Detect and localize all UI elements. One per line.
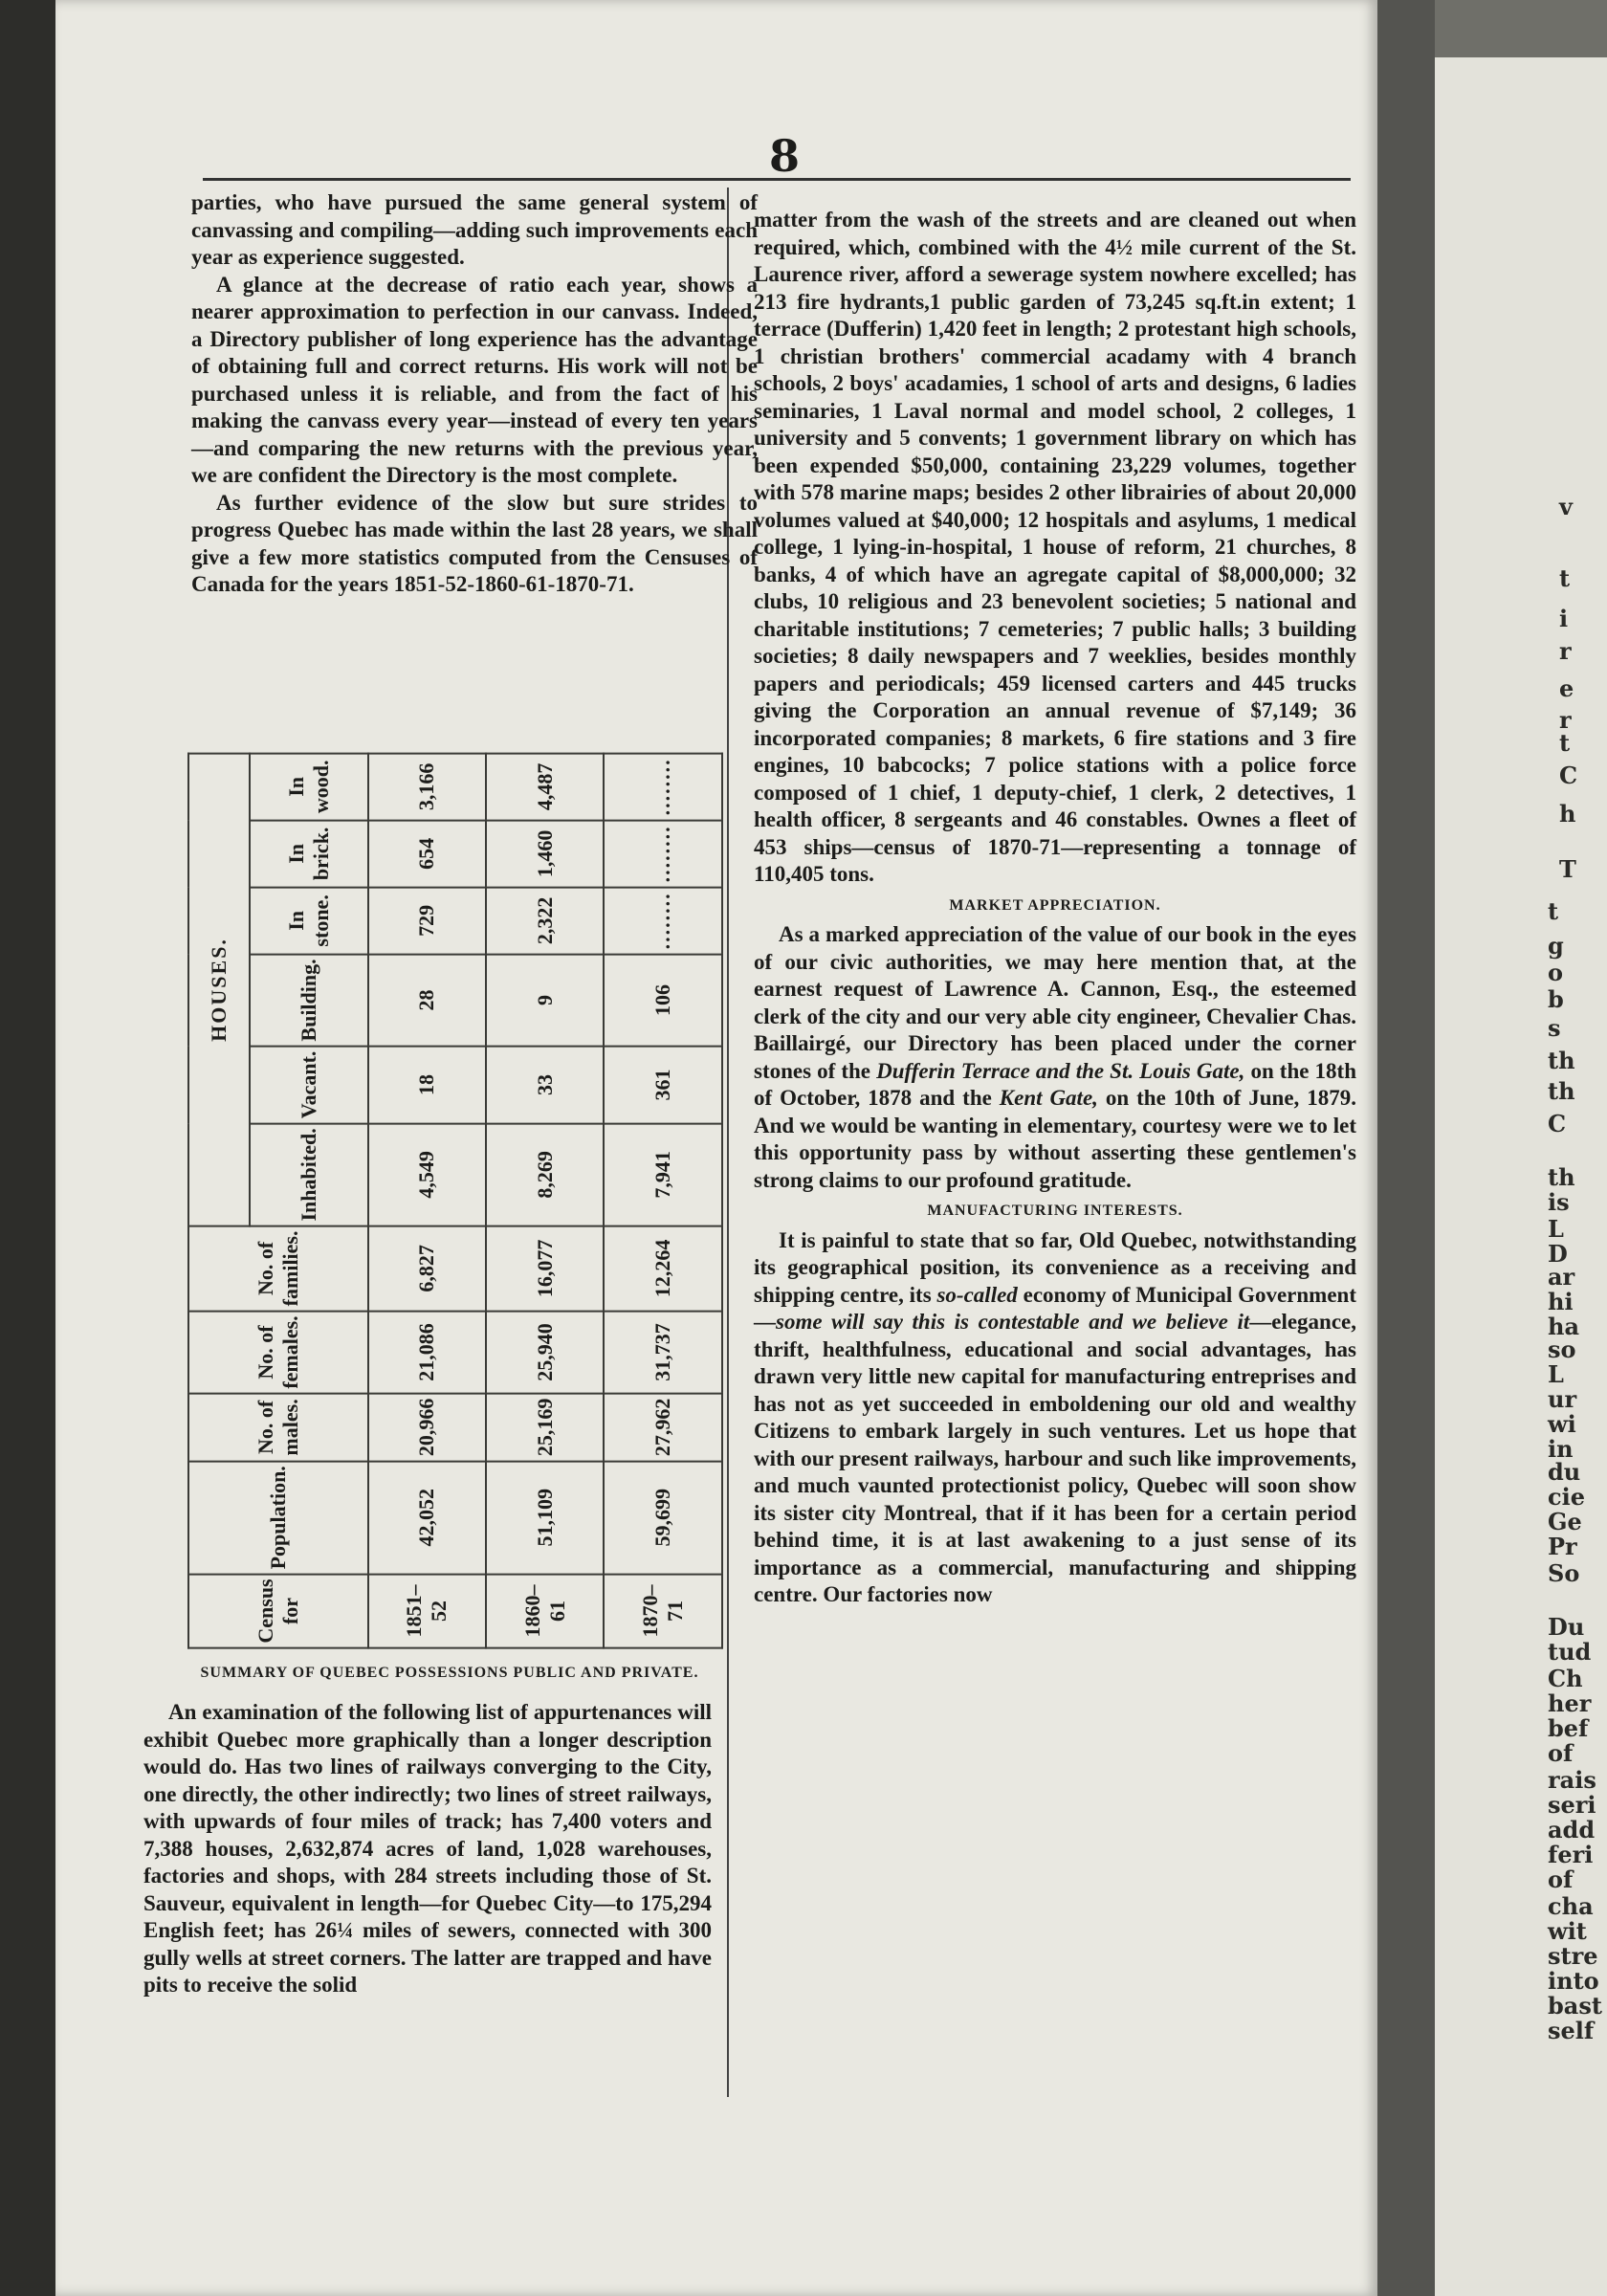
facing-page-text-fragment: C	[1559, 762, 1578, 789]
book-gutter	[1377, 0, 1435, 2296]
facing-page-text-fragment: e	[1559, 674, 1574, 702]
facing-page-text-fragment: cie	[1548, 1483, 1585, 1511]
facing-page-text-fragment: is	[1548, 1188, 1570, 1216]
italic-text: Dufferin Terrace and the St. Louis Gate,	[876, 1058, 1245, 1083]
facing-page-text-fragment: th	[1548, 1163, 1575, 1191]
table-row	[368, 753, 486, 1647]
text-run: It is painful to state that so far, Old Quebec, notwithstanding its geographical position, its convenience as a receiving and shipping centre, its	[754, 1227, 1356, 1307]
header-females: No. of females.	[188, 1311, 368, 1393]
cell-males: 20,966	[368, 1394, 486, 1462]
cell-brick: 1,460	[486, 820, 604, 887]
text-run: economy of Municipal Government—	[754, 1282, 1356, 1334]
facing-page-fragment	[1435, 57, 1607, 2296]
cell-brick: ........	[604, 820, 722, 887]
cell-vacant: 18	[368, 1047, 486, 1124]
facing-page-text-fragment: so	[1548, 1336, 1576, 1363]
facing-page-text-fragment: of	[1548, 1739, 1574, 1767]
facing-page-text-fragment: ur	[1548, 1385, 1577, 1413]
facing-page-text-fragment: t	[1548, 897, 1559, 925]
page-number: 8	[768, 130, 800, 182]
text-run: —elegance, thrift, healthfulness, educational and social advantages, has drawn very little new capital for manufacturing entreprises and has not as yet succeeded in emboldening our old and wealthy Citizens to embark largely in such ventures. Let us hope that with our present railways, harbour and such like improvements, and much vaunted protectionist policy, Quebec will soon show its sister city Montreal, that if it has been for a certain period behind time, it is at last awakening to a just sense of its importance as a commercial, manufacturing and shipping centre. Our factories now	[754, 1310, 1356, 1606]
facing-page-text-fragment: ar	[1548, 1263, 1575, 1291]
facing-page-text-fragment: D	[1548, 1240, 1568, 1268]
header-families: No. of families.	[188, 1226, 368, 1312]
scan-background-left	[0, 0, 55, 2296]
facing-page-text-fragment: s	[1548, 1014, 1561, 1042]
text-run: on the 18th of October, 1878 and the	[754, 1058, 1356, 1110]
facing-page-text-fragment: g	[1548, 932, 1564, 960]
facing-page-text-fragment: r	[1559, 637, 1572, 665]
facing-page-text-fragment: r	[1559, 706, 1572, 734]
header-houses: HOUSES.	[188, 753, 250, 1225]
facing-page-text-fragment: th	[1548, 1077, 1575, 1105]
cell-population: 51,109	[486, 1461, 604, 1574]
header-census: Census for	[188, 1574, 368, 1647]
cell-vacant: 33	[486, 1047, 604, 1124]
facing-page-text-fragment: in	[1548, 1435, 1574, 1463]
cell-inhabited: 8,269	[486, 1123, 604, 1225]
facing-page-text-fragment: hi	[1548, 1288, 1574, 1315]
facing-page-text-fragment: L	[1548, 1360, 1564, 1388]
census-table	[187, 752, 723, 1648]
italic-text: Kent Gate,	[999, 1086, 1098, 1110]
facing-page-text-fragment: Pr	[1548, 1533, 1577, 1560]
facing-page-text-fragment: of	[1548, 1866, 1574, 1893]
facing-page-text-fragment: stre	[1548, 1942, 1598, 1970]
facing-page-text-fragment: rais	[1548, 1766, 1596, 1794]
census-table-container	[178, 746, 733, 1655]
cell-building: 9	[486, 954, 604, 1046]
cell-males: 27,962	[604, 1394, 722, 1462]
facing-page-text-fragment: wi	[1548, 1410, 1576, 1438]
italic-text: so-called	[936, 1282, 1018, 1307]
cell-wood: 4,487	[486, 753, 604, 820]
facing-page-text-fragment: tud	[1548, 1638, 1592, 1666]
facing-page-text-fragment: Ch	[1548, 1665, 1583, 1692]
summary-text-block	[143, 1699, 712, 1999]
header-population: Population.	[188, 1461, 368, 1574]
facing-page-text-fragment: t	[1559, 729, 1571, 757]
facing-page-text-fragment: Ge	[1548, 1508, 1582, 1535]
paragraph	[754, 1227, 1356, 1609]
paragraph: matter from the wash of the streets and are cleaned out when required, which, combined with the 4½ mile current of the St. Laurence river, afford a sewerage system nowhere excelled; has 213 fire hydrants,1 public garden of 73,245 sq.ft.in extent; 1 terrace (Dufferin) 1,420 feet in length; 2 protestant high schools, 1 christian brothers' commercial acadamy with 4 branch schools, 2 boys' acadamies, 1 school of arts and designs, 6 ladies seminaries, 1 Laval normal and model school, 2 colleges, 1 university and 5 convents; 1 government library on which has been expended $50,000, containing 23,229 volumes, together with 578 marine maps; besides 2 other librairies of about 20,000 volumes valued at $40,000; 12 hospitals and asylums, 1 medical college, 1 lying-in-hospital, 1 house of reform, 21 churches, 8 banks, 4 of which have an agregate capital of $8,000,000; 32 clubs, 10 religious and 23 benevolent societies; 5 national and charitable institutions; 7 cemeteries; 7 public halls; 3 building societies; 8 daily newspapers and 7 weeklies, besides monthly papers and periodicals; 459 licensed carters and 445 trucks giving the Corporation an annual revenue of $7,149; 36 incorporated companies; 8 markets, 6 fire stations and 3 fire engines, 10 babcocks; 7 police stations with a police force composed of 1 chief, 1 deputy-chief, 1 clerk, 2 detectives, 1 health officer, 8 sergeants and 46 constables. Ownes a fleet of 453 ships—census of 1870-71—representing a tonnage of 110,405 tons.	[754, 208, 1356, 886]
paragraph: As further evidence of the slow but sure strides to progress Quebec has made within the last 28 years, we shall give a few more statistics computed from the Censuses of Canada for the years 1851-52-1860-61-1870-71.	[191, 490, 758, 596]
cell-families: 6,827	[368, 1226, 486, 1312]
text-run: As a marked appreciation of the value of our book in the eyes of our civic authorities, we may here mention that, at the earnest request of Lawrence A. Cannon, Esq., the esteemed clerk of the city and our very able city engineer, Chevalier Chas. Baillairgé, our Directory has been placed under the corner stones of the	[754, 922, 1356, 1083]
facing-page-text-fragment: L	[1548, 1215, 1564, 1243]
header-brick: In brick.	[250, 820, 367, 887]
cell-families: 12,264	[604, 1226, 722, 1312]
facing-page-text-fragment: bef	[1548, 1714, 1589, 1742]
facing-page-text-fragment: h	[1559, 800, 1576, 828]
facing-page-text-fragment: o	[1548, 959, 1564, 986]
facing-page-text-fragment: bast	[1548, 1992, 1602, 2020]
facing-page-text-fragment: self	[1548, 2017, 1595, 2044]
header-inhabited: Inhabited.	[250, 1123, 367, 1225]
cell-males: 25,169	[486, 1394, 604, 1462]
facing-page-text-fragment: her	[1548, 1689, 1592, 1717]
paragraph: parties, who have pursued the same general system of canvassing and compiling—adding such improvements each year as experience suggested.	[191, 190, 758, 269]
cell-females: 31,737	[604, 1311, 722, 1393]
cell-building: 28	[368, 954, 486, 1046]
table-header-row	[188, 753, 250, 1647]
cell-inhabited: 4,549	[368, 1123, 486, 1225]
facing-page-text-fragment: seri	[1548, 1791, 1596, 1819]
header-building: Building.	[250, 954, 367, 1046]
facing-page-text-fragment: b	[1548, 985, 1564, 1013]
facing-page-text-fragment: ha	[1548, 1313, 1579, 1340]
facing-page-text-fragment: th	[1548, 1047, 1575, 1074]
header-males: No. of males.	[188, 1394, 368, 1462]
facing-page-text-fragment: C	[1548, 1110, 1567, 1137]
cell-stone: 729	[368, 887, 486, 954]
paragraph: An examination of the following list of appurtenances will exhibit Quebec more graphically than a longer description would do. Has two lines of railways converging to the City, one directly, the other indirectly; two lines of street railways, with upwards of four miles of track; has 7,400 voters and 7,388 houses, 2,632,874 acres of land, 1,028 warehouses, factories and shops, with 284 streets including those of St. Sauveur, equivalent in length—for Quebec City—to 175,294 English feet; has 26¼ miles of sewers, connected with 300 gully wells at street corners. The latter are trapped and have pits to receive the solid	[143, 1700, 712, 1997]
facing-page-text-fragment: v	[1559, 493, 1573, 520]
cell-wood: ........	[604, 753, 722, 820]
header-wood: In wood.	[250, 753, 367, 820]
cell-year: 1870–71	[604, 1574, 722, 1647]
cell-stone: 2,322	[486, 887, 604, 954]
section-heading-market: MARKET APPRECIATION.	[949, 896, 1161, 914]
left-column-text	[191, 189, 758, 599]
cell-wood: 3,166	[368, 753, 486, 820]
paragraph: A glance at the decrease of ratio each year, shows a nearer approximation to perfection in our canvass. Indeed, a Directory publisher of long experience has the advantage of obtaining full and correct returns. His work will not be purchased unless it is reliable, and from the fact of his making the canvass every year—instead of every ten years—and comparing the new returns with the previous year, we are confident the Directory is the most complete.	[191, 272, 758, 487]
cell-building: 106	[604, 954, 722, 1046]
cell-population: 42,052	[368, 1461, 486, 1574]
facing-page-text-fragment: Du	[1548, 1613, 1585, 1641]
facing-page-text-fragment: feri	[1548, 1841, 1594, 1868]
facing-page-text-fragment: So	[1548, 1559, 1580, 1587]
table-row	[604, 753, 722, 1647]
facing-page-text-fragment: du	[1548, 1458, 1581, 1486]
cell-population: 59,699	[604, 1461, 722, 1574]
facing-page-text-fragment: cha	[1548, 1892, 1594, 1920]
facing-page-text-fragment: wit	[1548, 1917, 1587, 1945]
cell-brick: 654	[368, 820, 486, 887]
facing-page-text-fragment: T	[1559, 855, 1576, 883]
cell-females: 21,086	[368, 1311, 486, 1393]
facing-page-text-fragment: i	[1559, 605, 1569, 632]
cell-females: 25,940	[486, 1311, 604, 1393]
text-run: on the 10th of June, 1879. And we would be wanting in elementary, courtesy were we to let this opportunity pass by without asserting these gentlemen's strong claims to our profound gratitude.	[754, 1086, 1356, 1192]
cell-year: 1851–52	[368, 1574, 486, 1647]
summary-heading: SUMMARY OF QUEBEC POSSESSIONS PUBLIC AND PRIVATE.	[200, 1665, 699, 1681]
table-row	[486, 753, 604, 1647]
facing-page-text-fragment: t	[1559, 564, 1571, 592]
cell-inhabited: 7,941	[604, 1123, 722, 1225]
cell-families: 16,077	[486, 1226, 604, 1312]
header-vacant: Vacant.	[250, 1047, 367, 1124]
cell-vacant: 361	[604, 1047, 722, 1124]
cell-stone: ........	[604, 887, 722, 954]
cell-year: 1860–61	[486, 1574, 604, 1647]
facing-page-text-fragment: into	[1548, 1967, 1599, 1995]
paragraph	[754, 921, 1356, 1194]
section-heading-manufacturing: MANUFACTURING INTERESTS.	[927, 1203, 1183, 1219]
right-column-text	[754, 207, 1356, 1609]
italic-text: some will say this is contestable and we believe it	[776, 1310, 1250, 1334]
header-stone: In stone.	[250, 887, 367, 954]
facing-page-text-fragment: add	[1548, 1816, 1596, 1843]
